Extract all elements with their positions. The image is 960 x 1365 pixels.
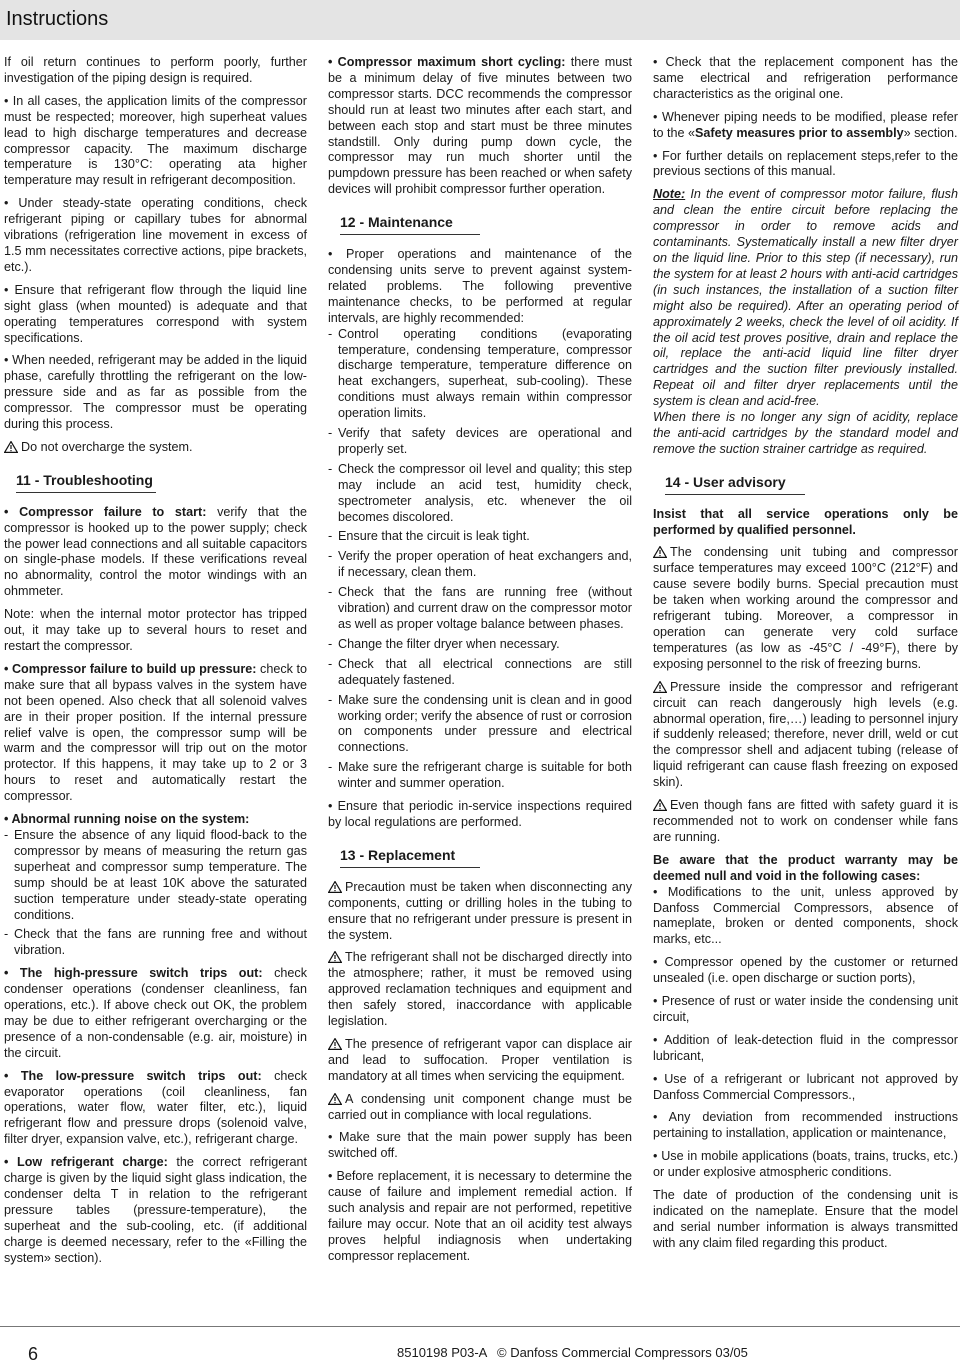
warning-icon: [4, 441, 18, 452]
note: Note: when the internal motor protector has tripped out, it may take up to several hours to reset and restart the compressor.: [4, 607, 307, 653]
warning-text: Do not overcharge the system.: [21, 439, 193, 454]
column-1: [4, 55, 307, 1274]
section-heading-replacement: 13 - Replacement: [340, 848, 480, 868]
list-item: - Check that the fans are running free and without vibration.: [4, 927, 307, 959]
troubleshoot-item: • The high-pressure switch trips out: check condenser operations (condenser cleanliness, fan operations, etc.). If above check out OK, the problem may be due to either refrigerant overcharging or the presence of a non-condensable (e.g. air, moisture) in the circuit.: [4, 966, 307, 1060]
warning-icon: [328, 881, 342, 892]
section-heading-maintenance: 12 - Maintenance: [340, 215, 480, 235]
maintenance-checklist: [328, 327, 632, 792]
list-item: - Verify the proper operation of heat exchangers and, if necessary, clean them.: [328, 549, 632, 581]
page-header: [0, 0, 960, 40]
list-item: - Make sure the condensing unit is clean and in good working order; verify the absence of rust or corrosion on components under pressure and electrical connections.: [328, 693, 632, 757]
warning-paragraph: The condensing unit tubing and compressor surface temperatures may exceed 100°C (212°F) and cause severe bodily burns. Special precaution must be taken when working around the compressor and refrigerant tubing. Moreover, a compressor in operation can generate very cold surface temperatures (as low as -45°C / -49°F), there by exposing personnel to the risk of freezing burns.: [653, 545, 958, 671]
list-item: - Verify that safety devices are operational and properly set.: [328, 426, 632, 458]
warning-paragraph: The refrigerant shall not be discharged directly into the atmosphere; rather, it must be removed using approved reclamation techniques and equipment and then safely stored, inaccordance with applicable legislation.: [328, 950, 632, 1029]
paragraph: • Check that the replacement component has the same electrical and refrigeration performance characteristics as the original one.: [653, 55, 958, 101]
warning-icon: [328, 951, 342, 962]
warning-icon: [328, 1093, 342, 1104]
warning-paragraph: [4, 440, 307, 456]
paragraph: • For further details on replacement steps,refer to the previous sections of this manual.: [653, 148, 958, 179]
paragraph: • Use in mobile applications (boats, trains, trucks, etc.) or under explosive atmospheric conditions.: [653, 1149, 958, 1180]
troubleshoot-item: • Compressor failure to start: verify that the compressor is hooked up to the power supply; check the power lead connections and all suitable capacitors on single-phase models. If these verifications reveal no abnormality, control the motor windings with an ohmmeter.: [4, 504, 307, 599]
section-heading-user-advisory: 14 - User advisory: [665, 475, 805, 495]
column-2: [328, 55, 632, 1272]
list-item: - Control operating conditions (evaporating temperature, condensing temperature, compressor discharge temperature, temperature difference on heat exchangers, superheat, sub-cooling). These conditions must always remain within compressor operation limits.: [328, 327, 632, 422]
paragraph: If oil return continues to perform poorly, further investigation of the piping design is required.: [4, 55, 307, 85]
warning-paragraph: Pressure inside the compressor and refrigerant circuit can reach dangerously high levels (e.g. abnormal operation, fire,…) leading to personnel injury if suddenly released; therefore, never drill, weld or cut the compressor shell and adjacent tubing (release of liquid refrigerant can cause flash freezing on exposed skin).: [653, 679, 958, 790]
list-item: - Check that all electrical connections are still adequately fastened.: [328, 657, 632, 689]
warning-paragraph: Precaution must be taken when disconnecting any components, cutting or drilling holes in the tubing to ensure that no refrigerant under pressure is present in the system.: [328, 879, 632, 942]
paragraph: • Any deviation from recommended instructions pertaining to installation, application or maintenance,: [653, 1110, 958, 1141]
warning-paragraph: Even though fans are fitted with safety guard it is recommended not to work on condenser while fans are running.: [653, 798, 958, 844]
note: When there is no longer any sign of acidity, replace the anti-acid cartridges by the standard model and remove the suction strainer cartridge as required.: [653, 410, 958, 456]
list-item: - Make sure the refrigerant charge is suitable for both winter and summer operation.: [328, 760, 632, 792]
footer-divider: [0, 1326, 960, 1327]
copyright: © Danfoss Commercial Compressors 03/05: [497, 1345, 748, 1360]
paragraph: • Ensure that periodic in-service inspections required by local regulations are performed.: [328, 799, 632, 829]
warning-paragraph: The presence of refrigerant vapor can displace air and lead to suffocation. Proper ventilation is mandatory at all times when servicing the equipment.: [328, 1036, 632, 1083]
paragraph: • Compressor opened by the customer or returned unsealed (i.e. open discharge or suction ports),: [653, 955, 958, 986]
troubleshoot-item: • The low-pressure switch trips out: check evaporator operations (coil cleanliness, fan operations, water flow, water filter, etc.), liquid refrigerant flow and pressure drops (solenoid valve, filter dryer, expansion valve, etc.), refrigerant charge.: [4, 1068, 307, 1147]
bold-statement: Insist that all service operations only be performed by qualified personnel.: [653, 506, 958, 537]
paragraph: • Whenever piping needs to be modified, please refer to the «Safety measures prior to assembly» section.: [653, 109, 958, 140]
list-item: - Ensure that the circuit is leak tight.: [328, 529, 632, 545]
column-3: [653, 55, 958, 1259]
warning-icon: [653, 546, 667, 557]
list-item: - Check the compressor oil level and quality; this step may include an acid test, humidity check, spectrometer analysis, etc. whenever the oil becomes discolored.: [328, 462, 632, 526]
bold-statement: Be aware that the product warranty may be deemed null and void in the following cases:: [653, 852, 958, 883]
warning-icon: [653, 681, 667, 692]
paragraph: • Ensure that refrigerant flow through the liquid line sight glass (when mounted) is adequate and that operating temperatures correspond with system specifications.: [4, 282, 307, 345]
note: Note: In the event of compressor motor failure, flush and clean the entire circuit before replacing the compressor in order to remove acids and contaminants. Systematically install a new filter dryer on the liquid line. Prior to this step (if necessary), run the system for at least 2 hours with anti-acid cartridges (in such instances, the installation of a suction filter might also be required). After an operating period of approximately 2 weeks, check the level of oil acidity. If the oil acid test proves positive, drain and replace the oil, replace the anti-acid liquid line filter dryer cartridges and the suction filter previously installed. Repeat oil and filter dryer replacements until the system is clean and acid-free.: [653, 187, 958, 409]
paragraph: • Use of a refrigerant or lubricant not approved by Danfoss Commercial Compressors.,: [653, 1071, 958, 1102]
troubleshoot-item: • Low refrigerant charge: the correct refrigerant charge is given by the liquid sight glass indication, the condenser delta T in relation to the refrigerant pressure tables (pressure-temperature), the superheat and the sub-cooling, etc. (if additional charge is deemed necessary, refer to the «Filling the system» section).: [4, 1155, 307, 1265]
troubleshoot-item: • Compressor failure to build up pressure: check to make sure that all bypass valves in the system have not been opened. Also check that all solenoid valves are in their proper position. If the internal pressure relief valve is open, the compressor sump will be warm and the compressor will trip out on the motor protector. If this happens, it may take up to 2 or 3 hours to reset and automatically restart the compressor.: [4, 661, 307, 804]
paragraph: • When needed, refrigerant may be added in the liquid phase, carefully throttling the refrigerant on the low-pressure side and as far as possible from the compressor. The compressor must be operating during this process.: [4, 353, 307, 432]
troubleshoot-item: • Abnormal running noise on the system:: [4, 812, 250, 827]
warning-paragraph: A condensing unit component change must be carried out in compliance with local regulations.: [328, 1091, 632, 1122]
paragraph: • In all cases, the application limits of the compressor must be respected; moreover, high superheat values lead to high discharge temperatures and decrease compressor capacity. The maximum discharge temperature is 130°C: operating ata higher temperature may result in refrigerant decomposition.: [4, 93, 307, 188]
warning-icon: [328, 1038, 342, 1049]
paragraph: The date of production of the condensing unit is indicated on the nameplate. Ensure that the model and serial number information is always transmitted with any claim filed regarding this product.: [653, 1188, 958, 1250]
paragraph: • Modifications to the unit, unless approved by Danfoss Commercial Compressors, absence of nameplate, broken or dented components, shock marks, etc...: [653, 884, 958, 947]
section-heading-troubleshooting: 11 - Troubleshooting: [16, 473, 156, 493]
paragraph: • Under steady-state operating conditions, check refrigerant piping or capillary tubes for abnormal vibrations (refrigeration line movement in excess of 1.5 mm necessitates corrective actions, pipe brackets, etc.).: [4, 196, 307, 274]
page-title: Instructions: [6, 8, 109, 30]
list-item: - Change the filter dryer when necessary.: [328, 637, 632, 653]
noise-checklist: [4, 828, 307, 959]
document-reference: 8510198 P03-A: [397, 1345, 488, 1360]
page-number: 6: [28, 1344, 39, 1364]
paragraph: • Addition of leak-detection fluid in the compressor lubricant,: [653, 1032, 958, 1063]
paragraph: • Proper operations and maintenance of the condensing units serve to prevent against system-related problems. The following preventive maintenance checks, to be performed at regular intervals, are highly recommended:: [328, 247, 632, 325]
warning-icon: [653, 799, 667, 810]
list-item: - Check that the fans are running free (without vibration) and current draw on the compressor motor as well as proper voltage balance between phases.: [328, 585, 632, 633]
paragraph: • Before replacement, it is necessary to determine the cause of failure and implement remedial action. If such analysis and repair are not performed, repetitive failure may occur. Note that an oil acidity test always proves helpful indiagnosis when undertaking compressor replacement.: [328, 1169, 632, 1263]
paragraph: • Make sure that the main power supply has been switched off.: [328, 1130, 632, 1161]
paragraph: • Compressor maximum short cycling: there must be a minimum delay of five minutes between two compressor starts. DCC recommends the compressor should run at least two minutes after each start, and between each stop and start must be three minutes standstill. Only during pump down cycle, the compressor may run much shorter until the pumpdown pressure has been reached or when safety devices will prohibit compressor further operation.: [328, 55, 632, 197]
list-item: - Ensure the absence of any liquid flood-back to the compressor by means of measuring the return gas superheat and compressor sump temperature. The sump should be at least 10K above the saturated suction temperature under steady-state operating conditions.: [4, 828, 307, 923]
paragraph: • Presence of rust or water inside the condensing unit circuit,: [653, 994, 958, 1024]
